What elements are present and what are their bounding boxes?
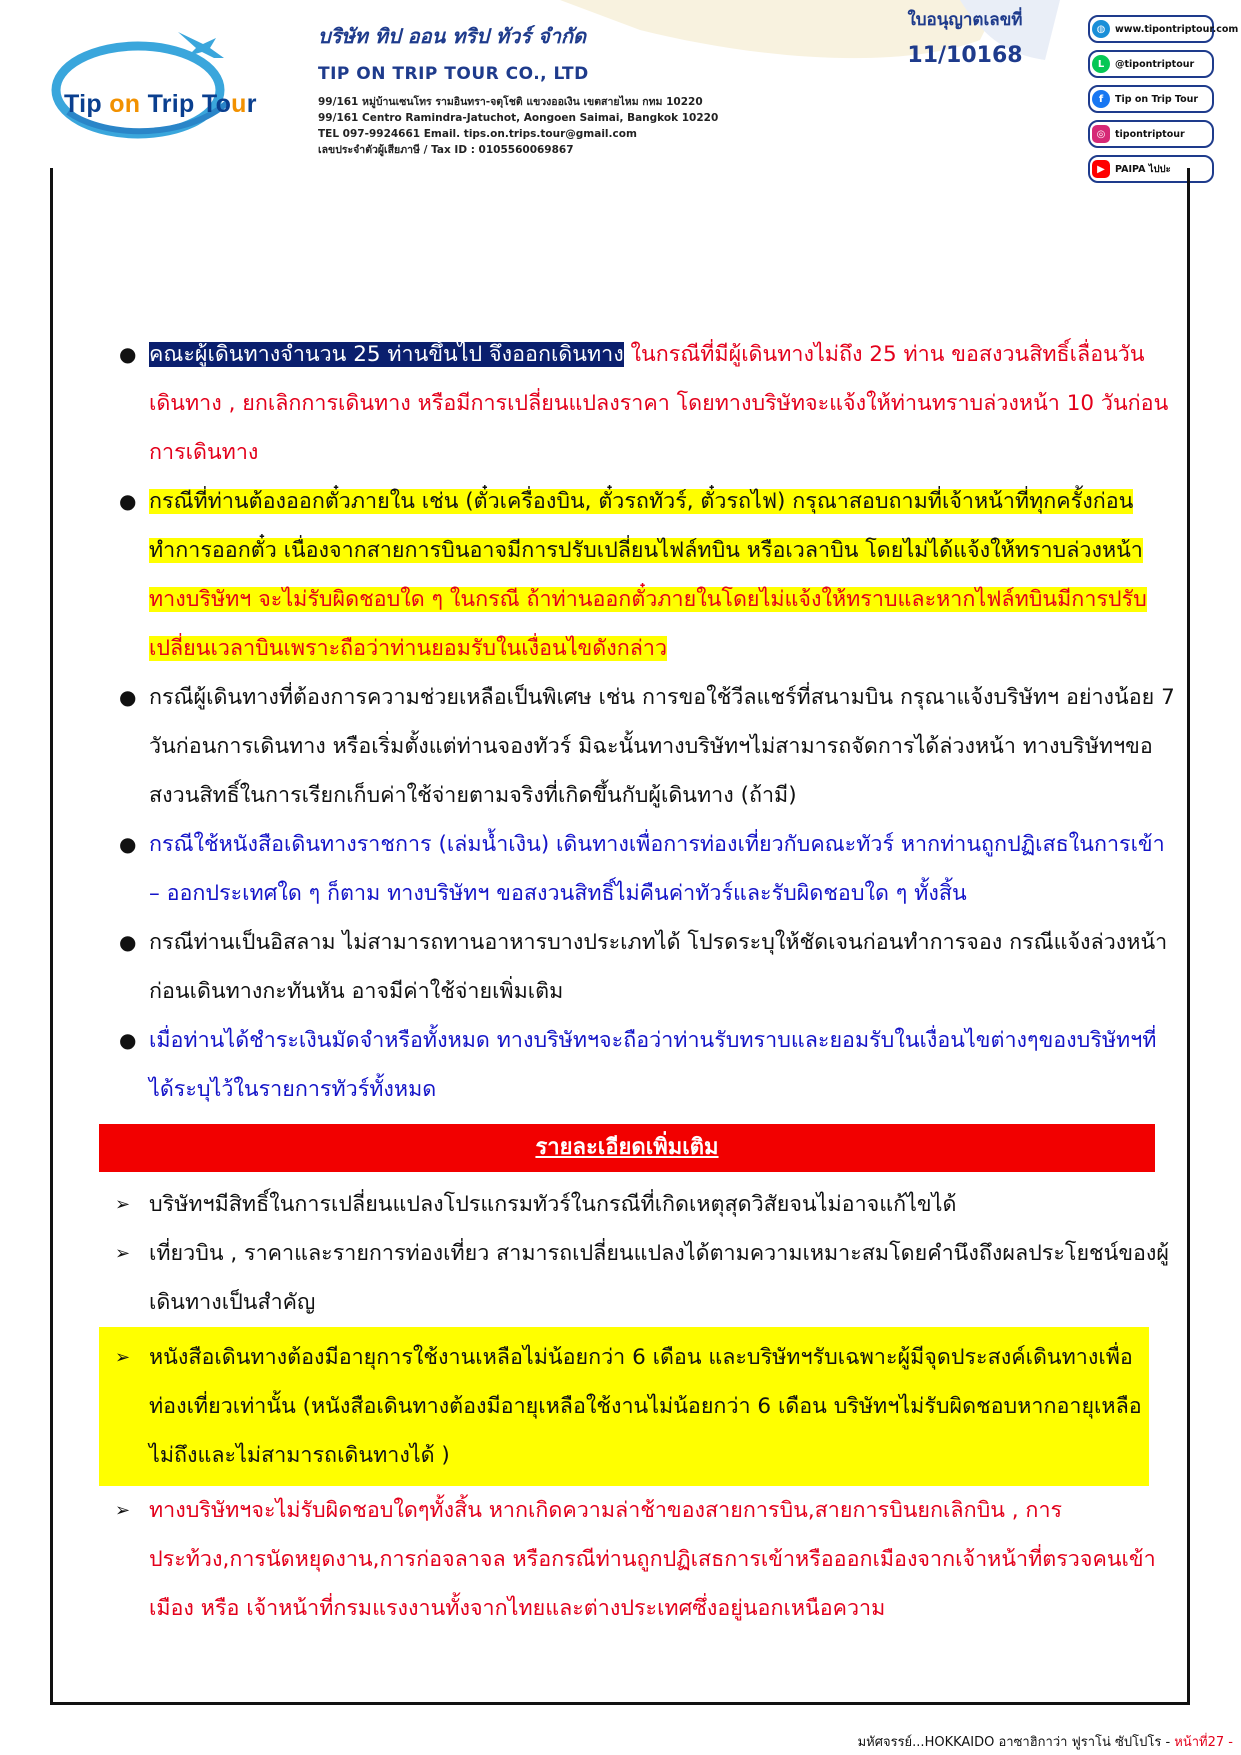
bullet-icon: ● bbox=[119, 1028, 137, 1052]
section-title: รายละเอียดเพิ่มเติม bbox=[535, 1135, 719, 1160]
license-label: ใบอนุญาตเลขที่ bbox=[907, 10, 1023, 30]
social-facebook[interactable]: f Tip on Trip Tour bbox=[1088, 85, 1214, 113]
arrow-bullet-icon: ➢ bbox=[115, 1243, 131, 1264]
list-item: ● กรณีที่ท่านต้องออกตั๋วภายใน เช่น (ตั๋วเครื่องบิน, ตั๋วรถทัวร์, ตั๋วรถไฟ) กรุณาสอบถามที่เจ้าหน้าที่ทุกครั้งก่อนทำการออกตั๋ว เนื่องจากสายการบินอาจมีการปรับเปลี่ยนไฟล์ทบิน หรือเวลาบิน โดยไม่ได้แจ้งให้ทราบล่วงหน้า ทางบริษัทฯ จะไม่รับผิดชอบใด ๆ ในกรณี ถ้าท่านออกตั๋วภายในโดยไม่แจ้งให้ทราบและหากไฟล์ทบินมีการปรับเปลี่ยนเวลาบินเพราะถือว่าท่านยอมรับในเงื่อนไขดังกล่าว bbox=[105, 477, 1175, 673]
social-links bbox=[1088, 15, 1239, 190]
bullet-icon: ● bbox=[119, 685, 137, 709]
page-number: หน้าที่27 - bbox=[1174, 1735, 1233, 1750]
page-frame-left bbox=[50, 168, 53, 1703]
address-thai: 99/161 หมู่บ้านเซนโทร รามอินทรา-จตุโชติ แขวงออเงิน เขตสายไหม กทม 10220 bbox=[318, 96, 703, 108]
company-info bbox=[318, 20, 778, 158]
bullet-icon: ● bbox=[119, 489, 137, 513]
page-header bbox=[0, 0, 1241, 175]
bullet-icon: ● bbox=[119, 342, 137, 366]
list-item: ➢ ทางบริษัทฯจะไม่รับผิดชอบใดๆทั้งสิ้น หากเกิดความล่าช้าของสายการบิน,สายการบินยกเลิกบิน , การประท้วง,การนัดหยุดงาน,การก่อจลาจล หรือกรณีท่านถูกปฏิเสธการเข้าหรือออกเมืองจากเจ้าหน้าที่ตรวจคนเข้าเมือง หรือ เจ้าหน้าที่กรมแรงงานทั้งจากไทยและต่างประเทศซึ่งอยู่นอกเหนือความ bbox=[105, 1486, 1175, 1633]
social-website[interactable]: ◍ www.tipontriptour.com bbox=[1088, 15, 1214, 43]
license-block bbox=[880, 0, 1050, 70]
list-item: ● กรณีท่านเป็นอิสลาม ไม่สามารถทานอาหารบางประเภทได้ โปรดระบุให้ชัดเจนก่อนทำการจอง กรณีแจ้งล่วงหน้าก่อนเดินทางกะทันหัน อาจมีค่าใช้จ่ายเพิ่มเติม bbox=[105, 918, 1175, 1016]
address-english: 99/161 Centro Ramindra-Jatuchot, Aongoen Saimai, Bangkok 10220 bbox=[318, 112, 719, 124]
social-instagram[interactable]: ◎ tipontriptour bbox=[1088, 120, 1214, 148]
youtube-icon: ▶ bbox=[1092, 160, 1110, 178]
page-frame-right bbox=[1187, 168, 1190, 1703]
section-heading-bar bbox=[99, 1124, 1155, 1172]
page-footer bbox=[858, 1731, 1233, 1752]
license-number: 11/10168 bbox=[907, 43, 1023, 68]
bullet-icon: ● bbox=[119, 832, 137, 856]
page-frame-bottom bbox=[50, 1702, 1190, 1705]
social-line[interactable]: L @tipontriptour bbox=[1088, 50, 1214, 78]
footer-program-title: มหัศจรรย์...HOKKAIDO อาซาฮิกาว่า ฟูราโน่ ซัปโปโร - bbox=[857, 1735, 1175, 1750]
bullet-icon: ● bbox=[119, 930, 137, 954]
contact-line: TEL 097-9924661 Email. tips.on.trips.tour@gmail.com bbox=[318, 128, 637, 140]
details-list bbox=[105, 1180, 1175, 1633]
company-name-thai: บริษัท ทิป ออน ทริป ทัวร์ จำกัด bbox=[318, 24, 587, 48]
document-body bbox=[105, 330, 1175, 1633]
instagram-icon: ◎ bbox=[1092, 125, 1110, 143]
list-item: ➢ หนังสือเดินทางต้องมีอายุการใช้งานเหลือไม่น้อยกว่า 6 เดือน และบริษัทฯรับเฉพาะผู้มีจุดประสงค์เดินทางเพื่อท่องเที่ยวเท่านั้น (หนังสือเดินทางต้องมีอายุเหลือใช้งานไม่น้อยกว่า 6 เดือน บริษัทฯไม่รับผิดชอบหากอายุเหลือไม่ถึงและไม่สามารถเดินทางได้ ) bbox=[99, 1327, 1149, 1486]
list-item: ● กรณีผู้เดินทางที่ต้องการความช่วยเหลือเป็นพิเศษ เช่น การขอใช้วีลแชร์ที่สนามบิน กรุณาแจ้งบริษัทฯ อย่างน้อย 7 วันก่อนการเดินทาง หรือเริ่มตั้งแต่ท่านจองทัวร์ มิฉะนั้นทางบริษัทฯไม่สามารถจัดการได้ล่วงหน้า ทางบริษัทฯขอสงวนสิทธิ์ในการเรียกเก็บค่าใช้จ่ายตามจริงที่เกิดขึ้นกับผู้เดินทาง (ถ้ามี) bbox=[105, 673, 1175, 820]
arrow-bullet-icon: ➢ bbox=[115, 1500, 131, 1521]
company-logo bbox=[28, 22, 268, 142]
logo-wordmark: Tip on Trip Tour bbox=[64, 90, 257, 118]
company-name-english: TIP ON TRIP TOUR CO., LTD bbox=[318, 64, 589, 84]
facebook-icon: f bbox=[1092, 90, 1110, 108]
tax-id: เลขประจำตัวผู้เสียภาษี / Tax ID : 0105560069867 bbox=[318, 144, 574, 156]
globe-icon: ◍ bbox=[1092, 20, 1110, 38]
list-item: ● คณะผู้เดินทางจำนวน 25 ท่านขึ้นไป จึงออกเดินทาง ในกรณีที่มีผู้เดินทางไม่ถึง 25 ท่าน ขอสงวนสิทธิ์เลื่อนวันเดินทาง , ยกเลิกการเดินทาง หรือมีการเปลี่ยนแปลงราคา โดยทางบริษัทจะแจ้งให้ท่านทราบล่วงหน้า 10 วันก่อนการเดินทาง bbox=[105, 330, 1175, 477]
line-icon: L bbox=[1092, 55, 1110, 73]
arrow-bullet-icon: ➢ bbox=[115, 1194, 131, 1215]
list-item: ● เมื่อท่านได้ชำระเงินมัดจำหรือทั้งหมด ทางบริษัทฯจะถือว่าท่านรับทราบและยอมรับในเงื่อนไขต่างๆของบริษัทฯที่ได้ระบุไว้ในรายการทัวร์ทั้งหมด bbox=[105, 1016, 1175, 1114]
list-item: ➢ บริษัทฯมีสิทธิ์ในการเปลี่ยนแปลงโปรแกรมทัวร์ในกรณีที่เกิดเหตุสุดวิสัยจนไม่อาจแก้ไขได้ bbox=[105, 1180, 1175, 1229]
conditions-list bbox=[105, 330, 1175, 1114]
list-item: ● กรณีใช้หนังสือเดินทางราชการ (เล่มน้ำเงิน) เดินทางเพื่อการท่องเที่ยวกับคณะทัวร์ หากท่านถูกปฏิเสธในการเข้า – ออกประเทศใด ๆ ก็ตาม ทางบริษัทฯ ขอสงวนสิทธิ์ไม่คืนค่าทัวร์และรับผิดชอบใด ๆ ทั้งสิ้น bbox=[105, 820, 1175, 918]
arrow-bullet-icon: ➢ bbox=[115, 1347, 131, 1368]
list-item: ➢ เที่ยวบิน , ราคาและรายการท่องเที่ยว สามารถเปลี่ยนแปลงได้ตามความเหมาะสมโดยคำนึงถึงผลประโยชน์ของผู้เดินทางเป็นสำคัญ bbox=[105, 1229, 1175, 1327]
social-youtube[interactable]: ▶ PAIPA ไปปะ bbox=[1088, 155, 1214, 183]
